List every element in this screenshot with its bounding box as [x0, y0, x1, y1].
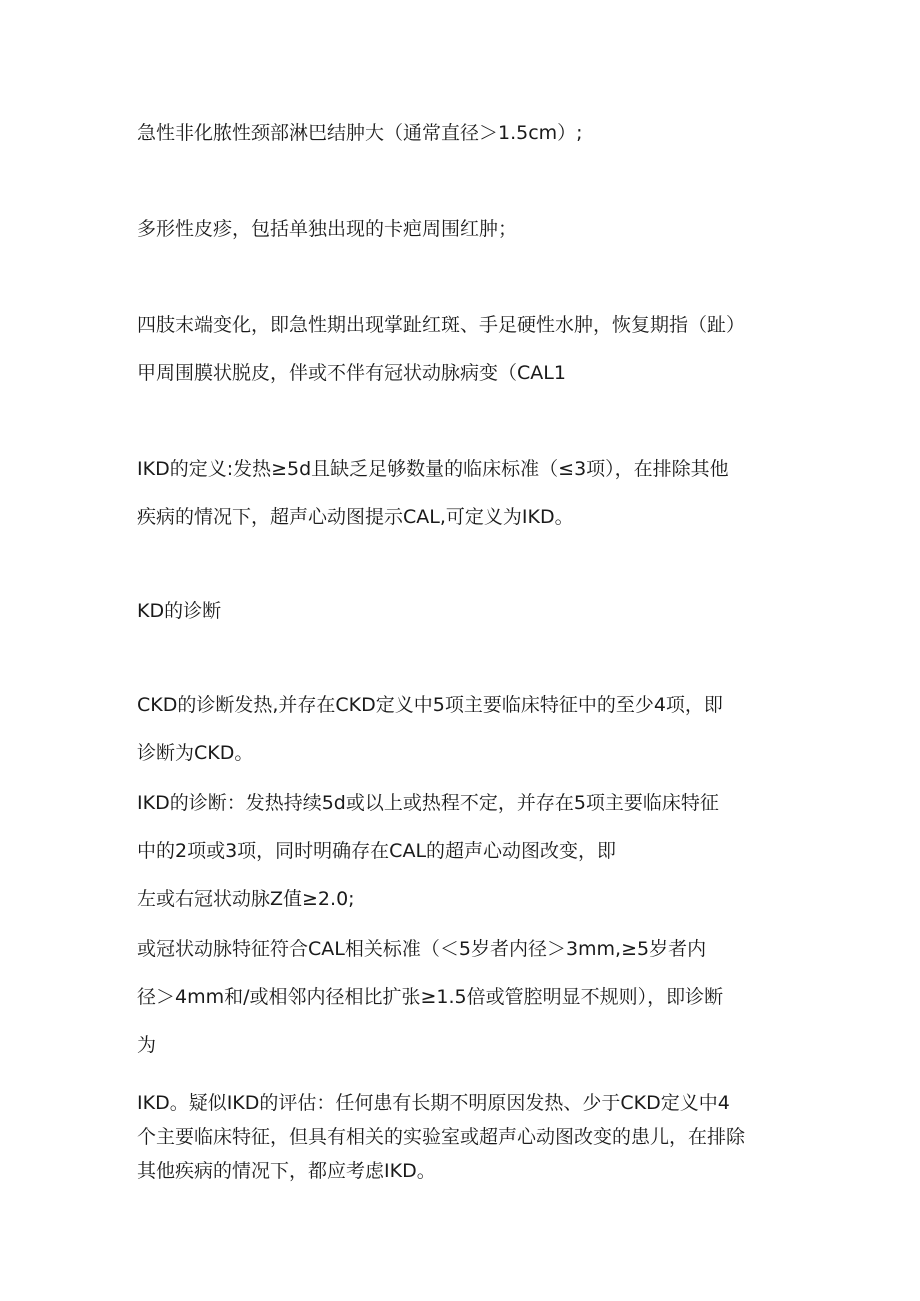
- text-line-ikd-diagnosis-cont: 中的2项或3项，同时明确存在CAL的超声心动图改变，即: [137, 840, 617, 862]
- text-line-extremity-changes: 四肢末端变化，即急性期出现掌趾红斑、手足硬性水肿，恢复期指（趾）: [137, 314, 746, 336]
- text-line-periungual-peeling: 甲周围膜状脱皮，伴或不伴有冠状动脉病变（CAL1: [137, 362, 566, 384]
- text-line-suspected-ikd-end: 其他疾病的情况下，都应考虑IKD。: [137, 1160, 436, 1182]
- text-line-ikd-definition-cont: 疾病的情况下，超声心动图提示CAL,可定义为IKD。: [137, 506, 574, 528]
- text-line-ikd-diagnosis: IKD的诊断：发热持续5d或以上或热程不定，并存在5项主要临床特征: [137, 792, 719, 814]
- text-line-rash: 多形性皮疹，包括单独出现的卡疤周围红肿；: [137, 218, 518, 240]
- text-line-ckd-diagnosis: CKD的诊断发热,并存在CKD定义中5项主要临床特征中的至少4项，即: [137, 694, 723, 716]
- section-heading-kd-diagnosis: KD的诊断: [137, 600, 222, 622]
- text-line-suspected-ikd-cont: 个主要临床特征，但具有相关的实验室或超声心动图改变的患儿，在排除: [137, 1126, 746, 1148]
- text-line-cal-criteria: 或冠状动脉特征符合CAL相关标准（＜5岁者内径＞3mm,≥5岁者内: [137, 938, 707, 960]
- text-line-suspected-ikd: IKD。疑似IKD的评估：任何患有长期不明原因发热、少于CKD定义中4: [137, 1092, 730, 1114]
- text-line-lymph-node: 急性非化脓性颈部淋巴结肿大（通常直径＞1.5cm）;: [137, 122, 583, 144]
- text-line-ckd-diagnosis-cont: 诊断为CKD。: [137, 742, 254, 764]
- text-line-cal-criteria-cont: 径＞4mm和/或相邻内径相比扩张≥1.5倍或管腔明显不规则），即诊断: [137, 986, 724, 1008]
- text-line-z-value: 左或右冠状动脉Z值≥2.0;: [137, 888, 355, 910]
- text-line-ikd-definition: IKD的定义:发热≥5d且缺乏足够数量的临床标准（≤3项），在排除其他: [137, 458, 729, 480]
- text-line-cal-criteria-end: 为: [137, 1034, 157, 1056]
